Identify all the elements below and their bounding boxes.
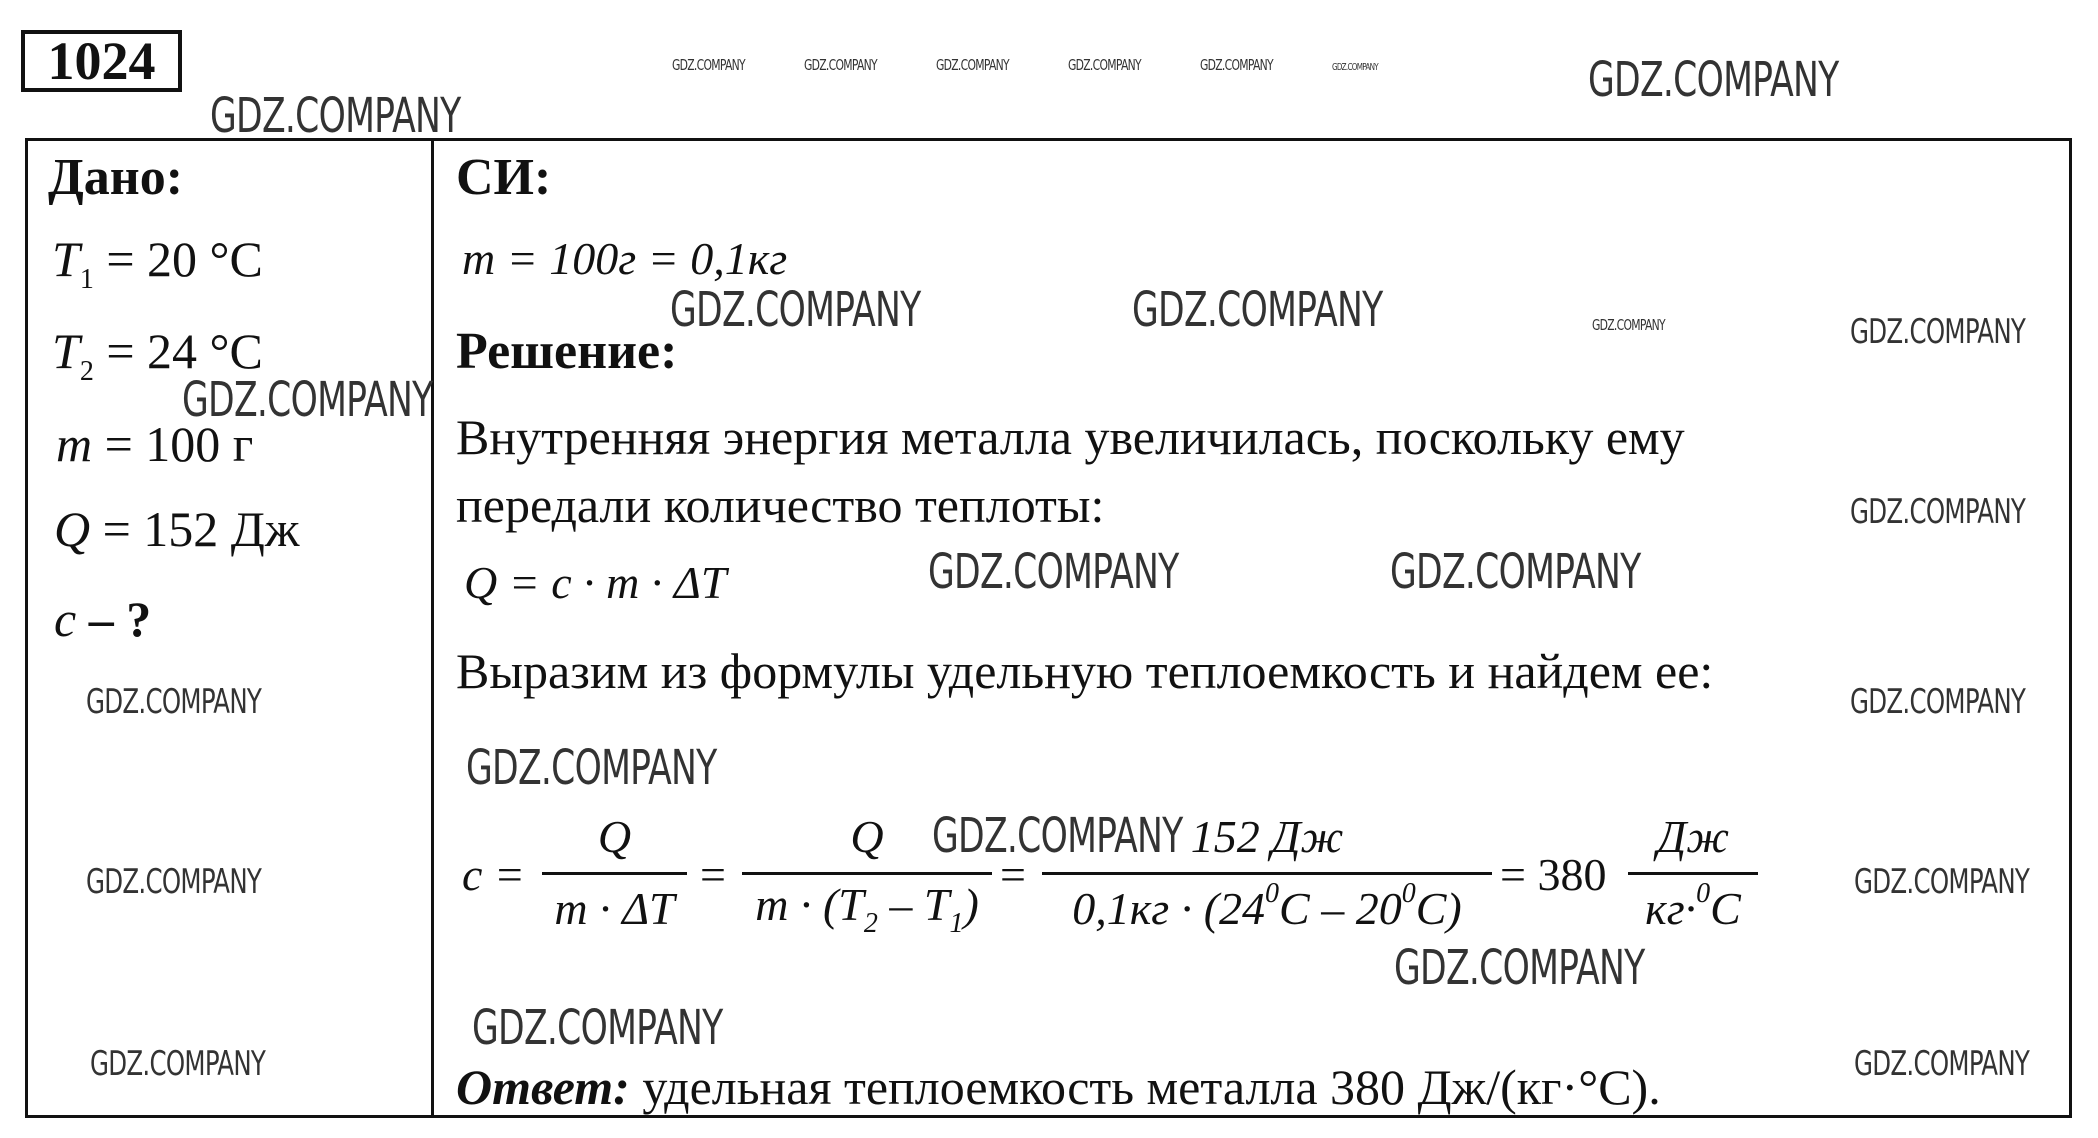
problem-number: 1024 xyxy=(21,30,182,92)
answer-label: Ответ: xyxy=(456,1059,630,1115)
answer xyxy=(456,1058,1661,1116)
given-t1: $T_1 = 20$ °C xyxy=(52,231,263,295)
watermark: GDZ.COMPANY xyxy=(86,862,262,902)
watermark: GDZ.COMPANY xyxy=(210,88,461,144)
fraction-2-bar xyxy=(742,872,992,875)
fraction-2-denominator: $m \cdot (T_2 - T_1)$ xyxy=(755,879,979,939)
derivation-lhs: c = xyxy=(462,849,525,900)
watermark: GDZ.COMPANY xyxy=(1854,1044,2030,1084)
fraction-1-numerator: Q xyxy=(597,811,632,862)
watermark: GDZ.COMPANY xyxy=(1850,682,2026,722)
solution-line-2: передали количество теплоты: xyxy=(456,477,1105,533)
fraction-3-bar xyxy=(1042,872,1492,875)
heat-formula: Q = c · m · ΔT xyxy=(464,557,727,608)
watermark: GDZ.COMPANY xyxy=(1200,56,1273,74)
fraction-units xyxy=(1628,810,1758,940)
watermark: GDZ.COMPANY xyxy=(472,1000,723,1056)
equals-2: = xyxy=(1000,849,1026,900)
given-heading: Дано: xyxy=(48,149,184,206)
fraction-1-bar xyxy=(542,872,687,875)
given-find: c – ? xyxy=(54,591,152,647)
si-conversion: m = 100г = 0,1кг xyxy=(462,233,788,284)
watermark: GDZ.COMPANY xyxy=(86,682,262,722)
watermark: GDZ.COMPANY xyxy=(1068,56,1141,74)
watermark: GDZ.COMPANY xyxy=(466,740,717,796)
equals-1: = xyxy=(700,849,726,900)
given-mass: m = 100 г xyxy=(56,416,254,472)
fraction-2-numerator: Q xyxy=(850,811,884,862)
watermark: GDZ.COMPANY xyxy=(90,1044,266,1084)
watermark: GDZ.COMPANY xyxy=(1850,312,2026,352)
watermark: GDZ.COMPANY xyxy=(932,808,1183,864)
column-divider xyxy=(431,138,434,1118)
watermark: GDZ.COMPANY xyxy=(928,544,1179,600)
solution-heading: Решение: xyxy=(456,323,678,380)
watermark: GDZ.COMPANY xyxy=(1588,52,1839,108)
watermark: GDZ.COMPANY xyxy=(182,372,433,428)
watermark: GDZ.COMPANY xyxy=(1592,316,1665,334)
fraction-3-denominator: $0,1кг \cdot (24^0C - 20^0C)$ xyxy=(1072,878,1462,934)
given-t2: $T_2 = 24$ °C xyxy=(52,323,263,387)
fraction-3-numerator: 152 Дж xyxy=(1190,811,1344,862)
watermark: GDZ.COMPANY xyxy=(1850,492,2026,532)
fraction-1 xyxy=(542,810,687,940)
watermark: GDZ.COMPANY xyxy=(1390,544,1641,600)
equals-result: = 380 xyxy=(1500,849,1607,900)
watermark: GDZ.COMPANY xyxy=(804,56,877,74)
solution-line-1: Внутренняя энергия металла увеличилась, поскольку ему xyxy=(456,409,1685,465)
given-heat: Q = 152 Дж xyxy=(54,501,300,557)
watermark: GDZ.COMPANY xyxy=(1394,940,1645,996)
watermark: GDZ.COMPANY xyxy=(670,282,921,338)
watermark: GDZ.COMPANY xyxy=(936,56,1009,74)
fraction-units-numerator: Дж xyxy=(1656,811,1730,862)
watermark: GDZ.COMPANY xyxy=(672,56,745,74)
solution-line-3: Выразим из формулы удельную теплоемкость и найдем ее: xyxy=(456,643,1714,699)
watermark: GDZ.COMPANY xyxy=(1854,862,2030,902)
si-heading: СИ: xyxy=(456,149,552,206)
fraction-1-denominator: m · ΔT xyxy=(554,883,675,934)
watermark: GDZ.COMPANY xyxy=(1132,282,1383,338)
watermark: GDZ.COMPANY xyxy=(1332,62,1378,73)
fraction-units-bar xyxy=(1628,872,1758,875)
solution-table xyxy=(25,138,2072,1118)
answer-text: удельная теплоемкость металла 380 Дж/(кг·°С). xyxy=(629,1059,1661,1115)
fraction-units-denominator: кг·$^0$C xyxy=(1645,878,1741,934)
